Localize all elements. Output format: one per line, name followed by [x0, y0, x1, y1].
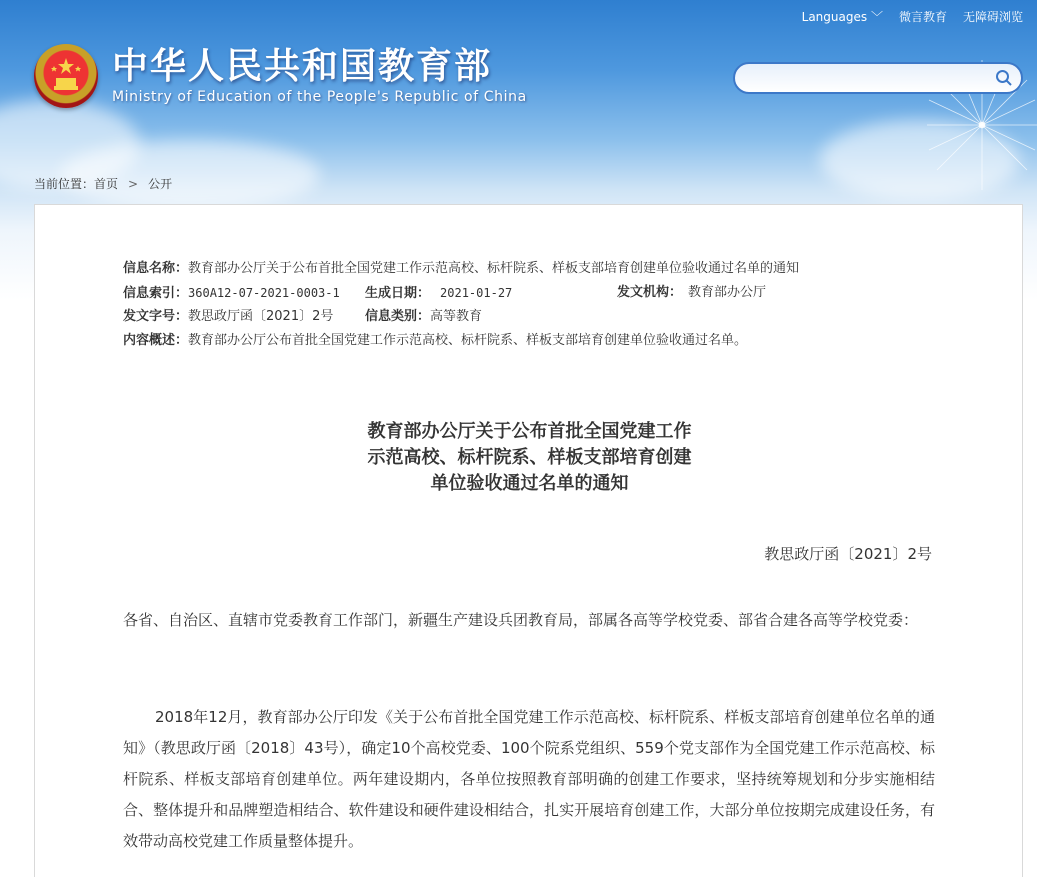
meta-summary-label: 内容概述：	[123, 333, 189, 348]
info-metadata	[123, 257, 799, 353]
languages-menu[interactable]: Languages ﹀	[801, 10, 883, 24]
document-addressee: 各省、自治区、直辖市党委教育工作部门，新疆生产建设兵团教育局，部属各高等学校党委、部省合建各高等学校党委：	[123, 611, 919, 629]
national-emblem-logo[interactable]	[34, 44, 98, 108]
accessibility-link[interactable]: 无障碍浏览	[962, 10, 1023, 24]
site-title-cn: 中华人民共和国教育部	[112, 46, 493, 87]
site-header	[34, 44, 527, 108]
meta-name-value: 教育部办公厅关于公布首批全国党建工作示范高校、标杆院系、样板支部培育创建单位验收通过名单的通知	[188, 261, 800, 276]
search-box	[733, 62, 1023, 94]
search-input[interactable]	[749, 65, 989, 91]
meta-date-value: 2021-01-27	[440, 286, 513, 300]
weixin-link[interactable]: 微言教育	[898, 10, 947, 24]
meta-name-label: 信息名称：	[123, 261, 189, 276]
breadcrumb	[34, 175, 172, 192]
meta-index-value: 360A12-07-2021-0003-1	[188, 286, 340, 300]
meta-category-value: 高等教育	[430, 309, 483, 324]
breadcrumb-home[interactable]: 首页	[94, 177, 119, 191]
meta-docno-value: 教思政厅函〔2021〕2号	[188, 309, 334, 324]
site-title-en: Ministry of Education of the People's Republic of China	[112, 89, 527, 105]
document-number: 教思政厅函〔2021〕2号	[764, 545, 932, 563]
breadcrumb-current[interactable]: 公开	[148, 177, 173, 191]
article-container	[34, 204, 1023, 877]
meta-org-label: 发文机构：	[617, 285, 683, 300]
top-utility-bar	[802, 8, 1023, 25]
meta-summary-value: 教育部办公厅公布首批全国党建工作示范高校、标杆院系、样板支部培育创建单位验收通过名单。	[188, 333, 748, 348]
chevron-right-icon: >	[128, 177, 139, 191]
document-title: 教育部办公厅关于公布首批全国党建工作 示范高校、标杆院系、样板支部培育创建 单位验收通过名单的通知	[367, 421, 692, 494]
meta-date-label: 生成日期：	[365, 286, 431, 301]
meta-org-value: 教育部办公厅	[688, 285, 767, 300]
chevron-down-icon: ﹀	[870, 10, 883, 24]
meta-category-label: 信息类别：	[365, 309, 431, 324]
breadcrumb-label: 当前位置：	[34, 177, 95, 191]
meta-docno-label: 发文字号：	[123, 309, 189, 324]
search-icon[interactable]	[995, 69, 1013, 91]
meta-index-label: 信息索引：	[123, 286, 189, 301]
document-paragraph: 2018年12月，教育部办公厅印发《关于公布首批全国党建工作示范高校、标杆院系、样板支部培育创建单位名单的通知》（教思政厅函〔2018〕43号），确定10个高校党委、100个院系党组织、559个党支部作为全国党建工作示范高校、标杆院系、样板支部培育创建单位。两年建设期内，各单位按照教育部明确的创建工作要求，坚持统筹规划和分步实施相结合、整体提升和品牌塑造相结合、软件建设和硬件建设相结合，扎实开展培育创建工作，大部分单位按期完成建设任务，有效带动高校党建工作质量整体提升。	[123, 708, 935, 850]
